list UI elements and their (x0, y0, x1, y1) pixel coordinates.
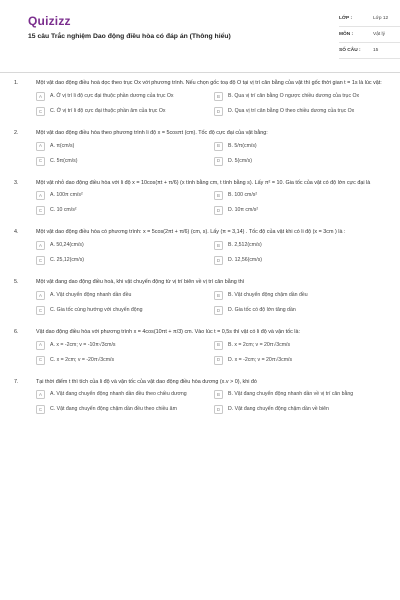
question-item (14, 180, 386, 217)
answer-option[interactable] (214, 291, 386, 301)
answer-option-letter[interactable]: A (36, 142, 45, 151)
answer-options (14, 241, 386, 266)
question-item (14, 229, 386, 266)
answer-option-text: A. 100π cm/s² (50, 192, 83, 199)
question-item (14, 279, 386, 316)
answer-option-letter[interactable]: A (36, 390, 45, 399)
answer-option[interactable] (36, 306, 208, 316)
answer-option-letter[interactable]: A (36, 92, 45, 101)
meta-row-count (339, 43, 400, 59)
worksheet-meta (339, 11, 400, 59)
answer-option-text: D. Vật đang chuyển động chậm dần về biên (228, 406, 329, 413)
answer-option-text: B. Qua vị trí cân bằng O ngược chiều dương của trục Ox (228, 92, 360, 99)
answer-option-text: C. Ở vị trí li độ cực đại thuộc phần âm của trục Ox (50, 107, 166, 114)
answer-option-letter[interactable]: B (214, 142, 223, 151)
answer-option[interactable] (36, 206, 208, 216)
answer-option[interactable] (214, 241, 386, 251)
answer-option-letter[interactable]: A (36, 191, 45, 200)
question-text: Một vật nhỏ dao động điều hòa với li độ x = 10cos(πt + π/6) (x tính bằng cm, t tính bằng s). Lấy π² = 10. Gia tốc của vật có độ lớn cực đại là (36, 179, 371, 186)
answer-option-text: D. 12,56(cm/s) (228, 257, 263, 263)
answer-option-text: A. x = -2cm; v = -10π√3cm/s (50, 341, 116, 348)
answer-option[interactable] (214, 256, 386, 266)
answer-option[interactable] (36, 341, 208, 351)
meta-label-count: SỐ CÂU : (339, 47, 361, 53)
answer-option[interactable] (36, 107, 208, 117)
answer-option-text: B. x = 2cm; v = 20π√3cm/s (228, 341, 291, 348)
answer-option[interactable] (36, 191, 208, 201)
answer-option[interactable] (214, 191, 386, 201)
answer-option-letter[interactable]: B (214, 390, 223, 399)
answer-option-text: C. x = 2cm; v = -20π√3cm/s (50, 356, 115, 363)
answer-option[interactable] (214, 306, 386, 316)
answer-option-text: C. Gia tốc cùng hướng với chuyển động (50, 306, 143, 313)
answer-option-letter[interactable]: C (36, 405, 45, 414)
answer-option-letter[interactable]: C (36, 356, 45, 365)
answer-option-letter[interactable]: C (36, 306, 45, 315)
worksheet-header (14, 0, 389, 66)
answer-option-text: D. Qua vị trí cân bằng O theo chiều dương của trục Ox (228, 107, 355, 114)
meta-value-count: 15 (373, 47, 379, 53)
question-header (14, 180, 386, 187)
question-header (14, 279, 386, 286)
quizizz-logo[interactable]: Quizizz (28, 14, 71, 28)
question-item (14, 130, 386, 167)
answer-option[interactable] (214, 92, 386, 102)
question-number: 4. (14, 229, 19, 236)
question-text: Một vật dao động điều hòa có phương trình: x = 5cos(2πt + π/6) (cm, s). Lấy (π = 3,14) . Tốc độ của vật khi có li độ (x = 3cm ) là : (36, 229, 346, 236)
answer-option-letter[interactable]: A (36, 291, 45, 300)
question-header (14, 80, 386, 87)
answer-option[interactable] (36, 92, 208, 102)
answer-option-letter[interactable]: B (214, 291, 223, 300)
answer-option-text: B. 100 cm/s² (228, 192, 258, 199)
question-list (14, 80, 386, 428)
question-number: 6. (14, 328, 19, 335)
answer-option[interactable] (36, 405, 208, 415)
question-number: 1. (14, 80, 19, 86)
answer-option-text: D. 10π cm/s² (228, 207, 259, 214)
answer-option-letter[interactable]: C (36, 206, 45, 215)
answer-option-text: D. 5(cm/s) (228, 157, 252, 164)
answer-option-text: D. x = -2cm; v = 20π√3cm/s (228, 356, 293, 363)
answer-option-text: A. Vật chuyển động nhanh dần đều (50, 291, 132, 298)
answer-option-text: B. 2,512(cm/s) (228, 242, 262, 248)
answer-option-text: B. Vật chuyển động chậm dần đều (228, 291, 308, 298)
answer-option[interactable] (214, 405, 386, 415)
meta-value-subject: Vật lý (373, 31, 385, 37)
answer-option[interactable] (214, 356, 386, 366)
answer-option-letter[interactable]: D (214, 256, 223, 265)
question-item (14, 329, 386, 366)
answer-option[interactable] (36, 356, 208, 366)
header-divider (0, 72, 400, 73)
question-number: 2. (14, 129, 19, 136)
answer-option-letter[interactable]: A (36, 341, 45, 350)
answer-options (14, 191, 386, 216)
question-header (14, 229, 386, 236)
answer-option-letter[interactable]: C (36, 256, 45, 265)
answer-option-letter[interactable]: D (214, 107, 223, 116)
question-number: 3. (14, 179, 19, 186)
answer-option-text: A. Ở vị trí li độ cực đại thuộc phần dương của trục Ox (50, 92, 174, 99)
answer-option[interactable] (214, 390, 386, 400)
answer-option-letter[interactable]: D (214, 157, 223, 166)
answer-option-text: C. Vật đang chuyển động chậm dần đều theo chiều âm (50, 406, 177, 413)
answer-option[interactable] (214, 341, 386, 351)
answer-option-text: A. Vật đang chuyển động nhanh dần đều theo chiều dương (50, 391, 187, 398)
answer-option[interactable] (36, 291, 208, 301)
question-header (14, 329, 386, 336)
answer-option[interactable] (36, 142, 208, 152)
answer-option[interactable] (36, 157, 208, 167)
meta-value-class: Lớp 12 (373, 15, 389, 21)
answer-option-text: C. 10 cm/s² (50, 207, 77, 214)
answer-option-letter[interactable]: B (214, 92, 223, 101)
question-number: 5. (14, 279, 19, 285)
answer-option-text: B. 5/π(cm/s) (228, 142, 257, 149)
answer-option-text: A. 50,24(cm/s) (50, 242, 84, 248)
answer-options (14, 291, 386, 316)
meta-label-subject: MÔN : (339, 31, 354, 37)
answer-option[interactable] (214, 206, 386, 216)
question-text: Tại thời điểm t thì tích của li độ và vận tốc của vật dao động điều hòa dương (x.v > 0), khi đó (36, 378, 257, 385)
answer-options (14, 341, 386, 366)
answer-option[interactable] (214, 107, 386, 117)
answer-option-letter[interactable]: B (214, 191, 223, 200)
answer-option-letter[interactable]: B (214, 241, 223, 250)
worksheet-title: 15 câu Trắc nghiệm Dao động điều hòa có đáp án (Thông hiểu) (28, 33, 231, 40)
answer-option-letter[interactable]: A (36, 241, 45, 250)
meta-row-subject (339, 27, 400, 43)
question-text: Một vật đang dao động điều hoà, khi vật chuyển động từ vị trí biên về vị trí cân bằng thì (36, 279, 245, 285)
answer-option-text: B. Vật đang chuyển động nhanh dần về vị trí cân bằng (228, 391, 354, 398)
question-text: Vật dao động điều hòa với phương trình x = 4cos(10πt + π/3) cm. Vào lúc t = 0,5s thì vật có li độ và vận tốc là: (36, 328, 300, 335)
answer-option-letter[interactable]: C (36, 157, 45, 166)
answer-option[interactable] (36, 390, 208, 400)
answer-option-letter[interactable]: D (214, 356, 223, 365)
answer-options (14, 142, 386, 167)
answer-option[interactable] (214, 142, 386, 152)
answer-option-letter[interactable]: B (214, 341, 223, 350)
answer-option-letter[interactable]: D (214, 206, 223, 215)
question-header (14, 379, 386, 386)
question-header (14, 130, 386, 137)
answer-option-text: A. π(cm/s) (50, 142, 75, 149)
answer-option[interactable] (36, 256, 208, 266)
answer-option-text: D. Gia tốc có độ lớn tăng dần (228, 306, 296, 313)
answer-options (14, 390, 386, 415)
question-item (14, 80, 386, 117)
question-text: Một vật dao động điều hòa theo phương trình li độ x = 5cosπt (cm). Tốc độ cực đại của vật bằng: (36, 129, 268, 136)
question-number: 7. (14, 378, 19, 385)
answer-option[interactable] (36, 241, 208, 251)
meta-row-class (339, 11, 400, 27)
meta-label-class: LỚP : (339, 15, 353, 21)
answer-options (14, 92, 386, 117)
question-item (14, 379, 386, 416)
answer-option-letter[interactable]: D (214, 405, 223, 414)
answer-option-letter[interactable]: C (36, 107, 45, 116)
answer-option-text: C. 5π(cm/s) (50, 157, 78, 164)
question-text: Một vật dao động điều hoà dọc theo trục Ox với phương trình. Nếu chọn gốc toạ độ O tại vị trí cân bằng của vật thì gốc thời gian t = 1s là lúc vật: (36, 80, 382, 86)
answer-option[interactable] (214, 157, 386, 167)
answer-option-text: C. 25,12(cm/s) (50, 257, 85, 263)
answer-option-letter[interactable]: D (214, 306, 223, 315)
